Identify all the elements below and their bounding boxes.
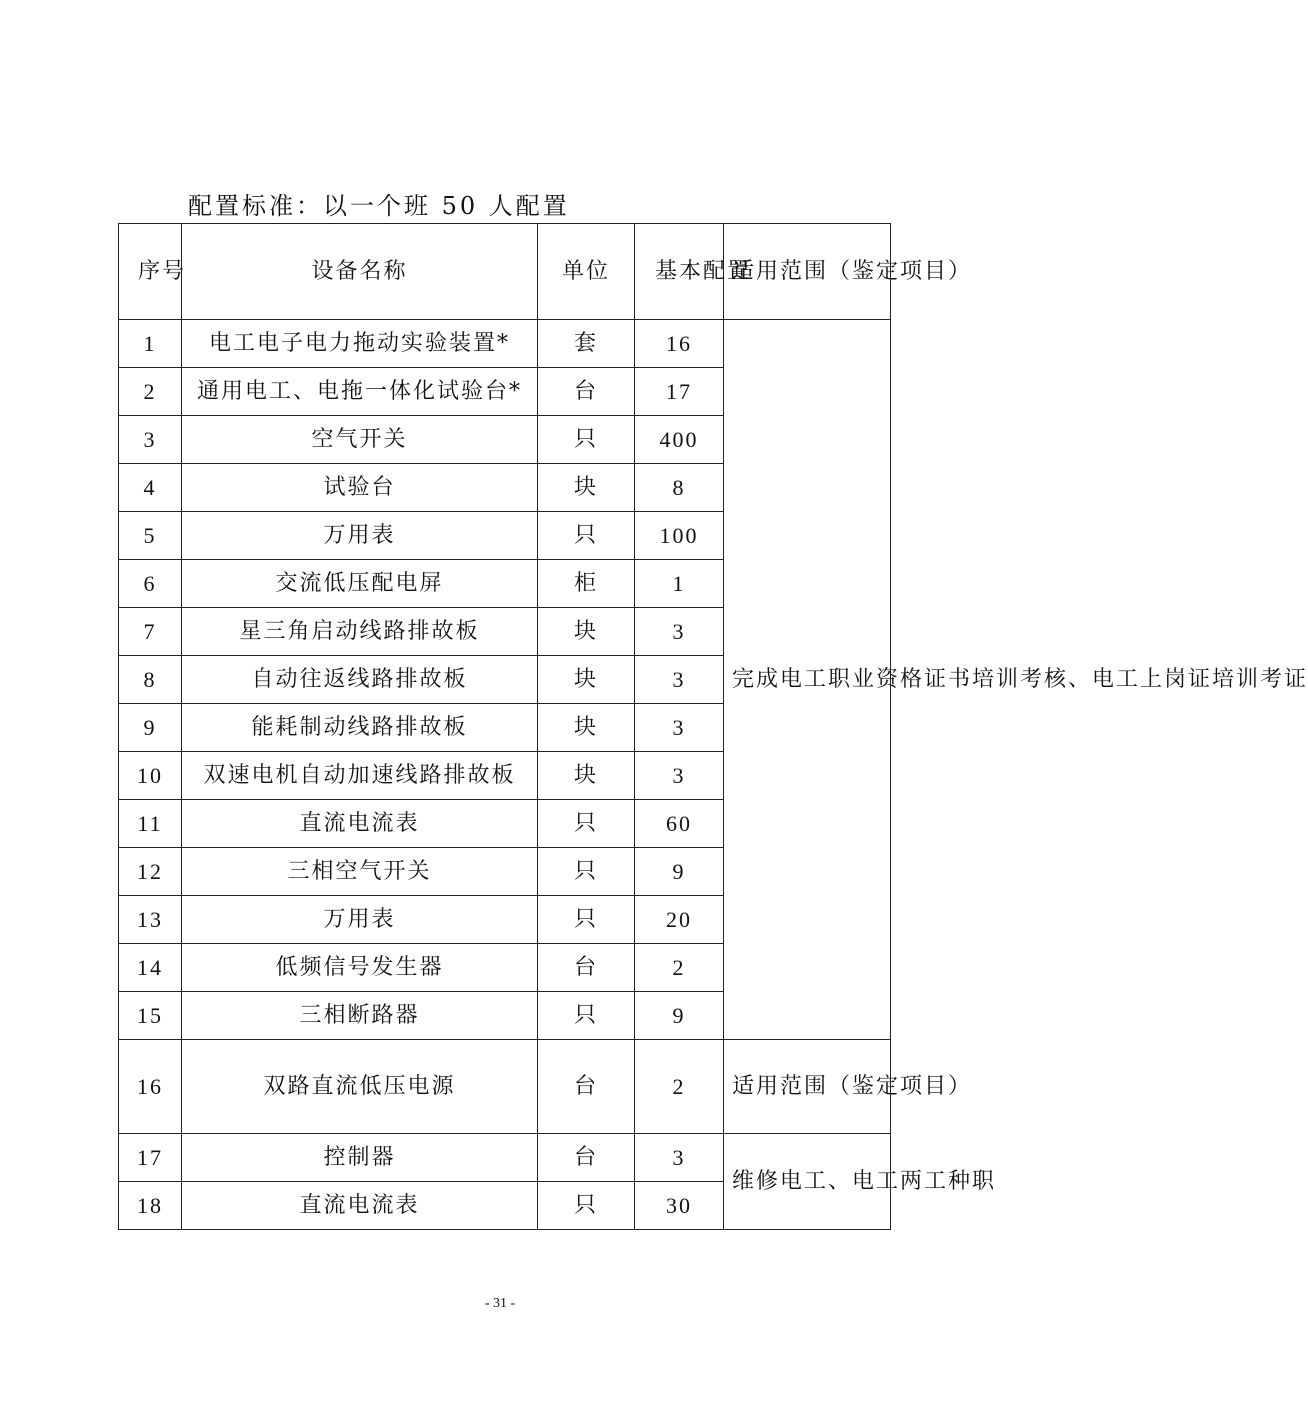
page-heading: 配置标准：以一个班 50 人配置 <box>188 192 570 220</box>
cell-no: 12 <box>119 848 182 896</box>
equipment-table <box>118 223 1308 1230</box>
cell-name: 电工电子电力拖动实验装置* <box>182 320 538 368</box>
cell-qty: 3 <box>635 752 724 800</box>
cell-unit: 台 <box>538 944 635 992</box>
cell-unit: 台 <box>538 1134 635 1182</box>
cell-name: 三相空气开关 <box>182 848 538 896</box>
header-name: 设备名称 <box>182 224 538 320</box>
cell-qty: 8 <box>635 464 724 512</box>
cell-no: 16 <box>119 1040 182 1134</box>
cell-unit: 只 <box>538 416 635 464</box>
cell-no: 13 <box>119 896 182 944</box>
cell-name: 三相断路器 <box>182 992 538 1040</box>
cell-no: 17 <box>119 1134 182 1182</box>
scope-text: 维修电工、电工两工种职 <box>732 1169 997 1194</box>
cell-no: 6 <box>119 560 182 608</box>
cell-unit: 柜 <box>538 560 635 608</box>
cell-no: 11 <box>119 800 182 848</box>
header-unit: 单位 <box>538 224 635 320</box>
table-row <box>119 320 891 368</box>
cell-unit: 只 <box>538 800 635 848</box>
cell-unit: 块 <box>538 608 635 656</box>
cell-unit: 只 <box>538 848 635 896</box>
cell-name: 试验台 <box>182 464 538 512</box>
scope-text: 完成电工职业资格证书培训考核、电工上岗证培训考证 <box>732 667 1308 692</box>
cell-unit: 只 <box>538 992 635 1040</box>
cell-name: 万用表 <box>182 896 538 944</box>
page-number: - 31 - <box>484 1296 516 1311</box>
cell-no: 18 <box>119 1182 182 1230</box>
cell-name: 能耗制动线路排故板 <box>182 704 538 752</box>
cell-no: 1 <box>119 320 182 368</box>
cell-qty: 16 <box>635 320 724 368</box>
cell-unit: 块 <box>538 704 635 752</box>
cell-qty: 9 <box>635 848 724 896</box>
scope-text: 适用范围（鉴定项目） <box>732 1074 973 1099</box>
header-scope: 适用范围（鉴定项目） <box>724 224 891 320</box>
cell-unit: 块 <box>538 656 635 704</box>
cell-name: 空气开关 <box>182 416 538 464</box>
cell-scope <box>724 1040 973 1134</box>
cell-name: 万用表 <box>182 512 538 560</box>
cell-unit: 只 <box>538 1182 635 1230</box>
cell-name: 通用电工、电拖一体化试验台* <box>182 368 538 416</box>
cell-qty: 3 <box>635 608 724 656</box>
cell-unit: 只 <box>538 512 635 560</box>
cell-name: 低频信号发生器 <box>182 944 538 992</box>
cell-no: 9 <box>119 704 182 752</box>
header-base: 基本配置 <box>635 224 724 320</box>
cell-qty: 3 <box>635 1134 724 1182</box>
cell-no: 3 <box>119 416 182 464</box>
table-row <box>119 1040 891 1134</box>
cell-unit: 只 <box>538 896 635 944</box>
cell-qty: 2 <box>635 1040 724 1134</box>
cell-qty: 100 <box>635 512 724 560</box>
cell-scope <box>724 320 1308 1040</box>
cell-qty: 2 <box>635 944 724 992</box>
cell-name: 双速电机自动加速线路排故板 <box>182 752 538 800</box>
cell-qty: 17 <box>635 368 724 416</box>
cell-unit: 台 <box>538 1040 635 1134</box>
cell-unit: 套 <box>538 320 635 368</box>
cell-no: 5 <box>119 512 182 560</box>
cell-no: 15 <box>119 992 182 1040</box>
cell-qty: 1 <box>635 560 724 608</box>
cell-unit: 台 <box>538 368 635 416</box>
cell-no: 10 <box>119 752 182 800</box>
cell-qty: 3 <box>635 656 724 704</box>
cell-name: 双路直流低压电源 <box>182 1040 538 1134</box>
cell-no: 2 <box>119 368 182 416</box>
cell-name: 直流电流表 <box>182 1182 538 1230</box>
cell-no: 14 <box>119 944 182 992</box>
cell-qty: 400 <box>635 416 724 464</box>
cell-scope <box>724 1134 997 1230</box>
cell-unit: 块 <box>538 464 635 512</box>
cell-unit: 块 <box>538 752 635 800</box>
cell-no: 4 <box>119 464 182 512</box>
table-header-row <box>119 224 891 320</box>
cell-qty: 20 <box>635 896 724 944</box>
cell-qty: 9 <box>635 992 724 1040</box>
cell-qty: 3 <box>635 704 724 752</box>
cell-name: 自动往返线路排故板 <box>182 656 538 704</box>
cell-no: 7 <box>119 608 182 656</box>
cell-qty: 30 <box>635 1182 724 1230</box>
cell-name: 交流低压配电屏 <box>182 560 538 608</box>
cell-qty: 60 <box>635 800 724 848</box>
cell-name: 直流电流表 <box>182 800 538 848</box>
table-row <box>119 1134 891 1182</box>
cell-name: 控制器 <box>182 1134 538 1182</box>
cell-no: 8 <box>119 656 182 704</box>
cell-name: 星三角启动线路排故板 <box>182 608 538 656</box>
header-no: 序号 <box>119 224 182 320</box>
